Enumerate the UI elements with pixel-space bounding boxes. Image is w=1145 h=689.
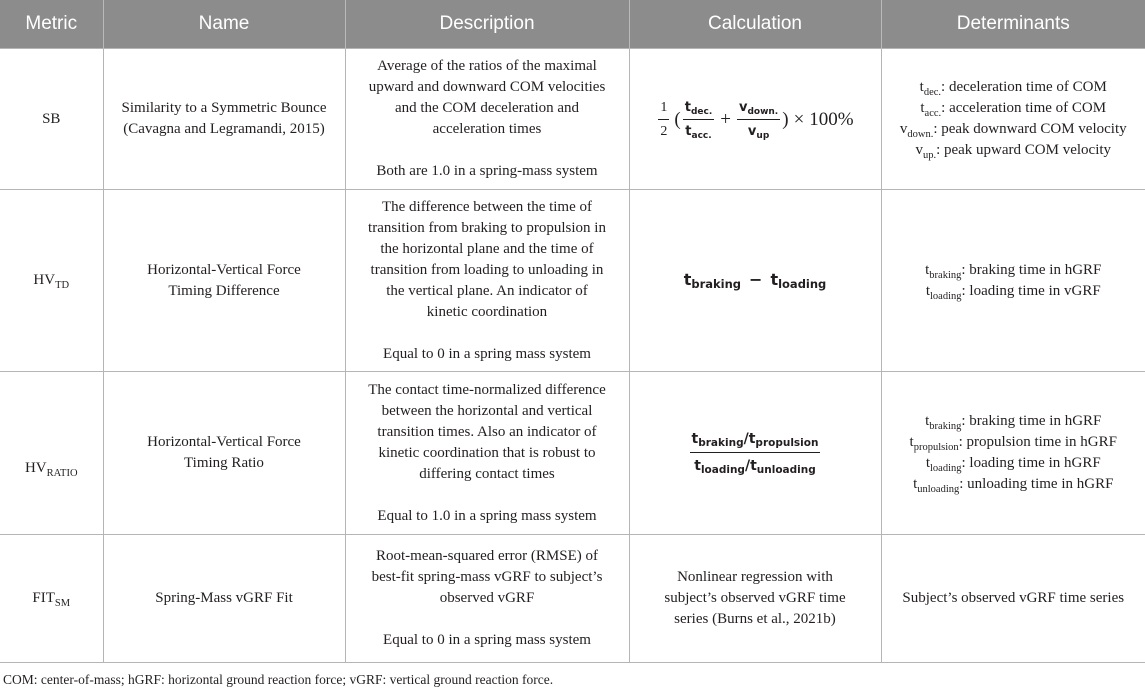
half-fraction: $\frac{1}{2}$ bbox=[658, 97, 669, 142]
description-text: The difference between the time of transition from braking to propulsion in the horizontal plane and the time of transition from loading to unloading in the vertical plane. An indicator of kinetic coordination bbox=[368, 198, 606, 320]
hvtd-formula: t braking − t loading bbox=[683, 270, 827, 291]
name-line: Spring-Mass vGRF Fit bbox=[155, 590, 293, 606]
time-ratio-fraction: $\frac{t_{dec.}}{t_{acc.}}$ bbox=[683, 97, 715, 142]
table-row bbox=[0, 190, 1145, 372]
description-cell bbox=[345, 535, 629, 663]
velocity-ratio-fraction: $\frac{v_{down.}}{v_{up}}$ bbox=[737, 97, 780, 142]
determinant-item: $t_{unloading}$: unloading time in hGRF bbox=[913, 476, 1114, 495]
calculation-cell bbox=[629, 372, 881, 535]
metric-cell bbox=[0, 49, 103, 190]
header-name: Name bbox=[103, 0, 345, 49]
name-line: Similarity to a Symmetric Bounce bbox=[121, 100, 327, 116]
ratio-fraction: $\frac{t_{braking}/t_{propulsion}}{t_{loading}/t_{unloading}}$ bbox=[691, 431, 819, 476]
header-calculation: Calculation bbox=[629, 0, 881, 49]
determinant-item: $t_{braking}$: braking time in hGRF bbox=[925, 413, 1102, 432]
name-line: (Cavagna and Legramandi, 2015) bbox=[123, 121, 325, 137]
header-metric: Metric bbox=[0, 0, 103, 49]
description-text: Root-mean-squared error (RMSE) of best-fit spring-mass vGRF to subject’s observed vGRF bbox=[371, 548, 603, 606]
header-determinants: Determinants bbox=[881, 0, 1145, 49]
determinant-item: $t_{propulsion}$: propulsion time in hGRF bbox=[909, 434, 1117, 453]
metric-symbol: HV bbox=[24, 459, 47, 476]
name-cell bbox=[103, 535, 345, 663]
name-cell bbox=[103, 190, 345, 372]
determinant-item: $t_{acc.}$: acceleration time of COM bbox=[920, 100, 1107, 119]
description-note: Equal to 0 in a spring mass system bbox=[383, 345, 591, 362]
sb-formula: $\frac{1}{2}$ ( $\frac{t_{dec.}}{t_{acc.}}$ + $\frac{v_{down.}}{v_{up}}$ ) × 100% bbox=[656, 97, 853, 142]
determinants-cell bbox=[881, 190, 1145, 372]
determinant-item: $t_{loading}$: loading time in vGRF bbox=[925, 282, 1101, 302]
metric-symbol: SB bbox=[42, 110, 61, 127]
description-text: The contact time-normalized difference between the horizontal and vertical transition times. Also an indicator of kinetic coordination that is robust to differing contact times bbox=[368, 381, 606, 482]
description-cell bbox=[345, 49, 629, 190]
table-row bbox=[0, 535, 1145, 663]
metric-cell bbox=[0, 190, 103, 372]
name-line: Horizontal-Vertical Force bbox=[147, 434, 301, 450]
description-note: Equal to 0 in a spring mass system bbox=[383, 632, 591, 648]
name-line: Horizontal-Vertical Force bbox=[147, 261, 301, 278]
determinants-cell bbox=[881, 49, 1145, 190]
name-line: Timing Ratio bbox=[184, 455, 264, 471]
determinant-item: $t_{loading}$: loading time in hGRF bbox=[925, 455, 1101, 474]
determinant-item: $t_{dec.}$: deceleration time of COM bbox=[919, 79, 1107, 98]
determinant-item: $v_{down.}$: peak downward COM velocity bbox=[899, 121, 1127, 140]
hvratio-formula bbox=[688, 429, 823, 477]
determinants-cell bbox=[881, 372, 1145, 535]
name-cell bbox=[103, 372, 345, 535]
determinants-cell bbox=[881, 535, 1145, 663]
table-footnote: COM: center-of-mass; hGRF: horizontal ground reaction force; vGRF: vertical ground reaction force. bbox=[3, 672, 554, 687]
metric-cell bbox=[0, 372, 103, 535]
metric-symbol: FIT bbox=[32, 590, 55, 606]
description-note: Equal to 1.0 in a spring mass system bbox=[377, 507, 597, 524]
calculation-text: Nonlinear regression with subject’s observed vGRF time series (Burns et al., 2021b) bbox=[664, 569, 846, 627]
name-cell bbox=[103, 49, 345, 190]
table-row bbox=[0, 49, 1145, 190]
name-line: Timing Difference bbox=[168, 282, 280, 299]
determinant-item: $t_{braking}$: braking time in hGRF bbox=[925, 261, 1102, 281]
description-cell bbox=[345, 372, 629, 535]
calculation-cell bbox=[629, 49, 881, 190]
table-row bbox=[0, 372, 1145, 535]
metric-subscript: RATIO bbox=[46, 467, 78, 479]
metric-symbol: HV bbox=[33, 272, 56, 288]
description-cell bbox=[345, 190, 629, 372]
metric-cell bbox=[0, 535, 103, 663]
header-description: Description bbox=[345, 0, 629, 49]
calculation-cell bbox=[629, 190, 881, 372]
calculation-cell bbox=[629, 535, 881, 663]
metric-subscript: TD bbox=[55, 280, 70, 291]
determinant-item: $v_{up.}$: peak upward COM velocity bbox=[915, 142, 1112, 161]
description-text: Average of the ratios of the maximal upward and downward COM velocities and the COM deceleration and acceleration times bbox=[368, 58, 606, 137]
header-row bbox=[0, 0, 1145, 49]
metric-subscript: SM bbox=[54, 598, 71, 609]
description-note: Both are 1.0 in a spring-mass system bbox=[376, 163, 598, 179]
determinant-item: Subject’s observed vGRF time series bbox=[902, 590, 1125, 606]
